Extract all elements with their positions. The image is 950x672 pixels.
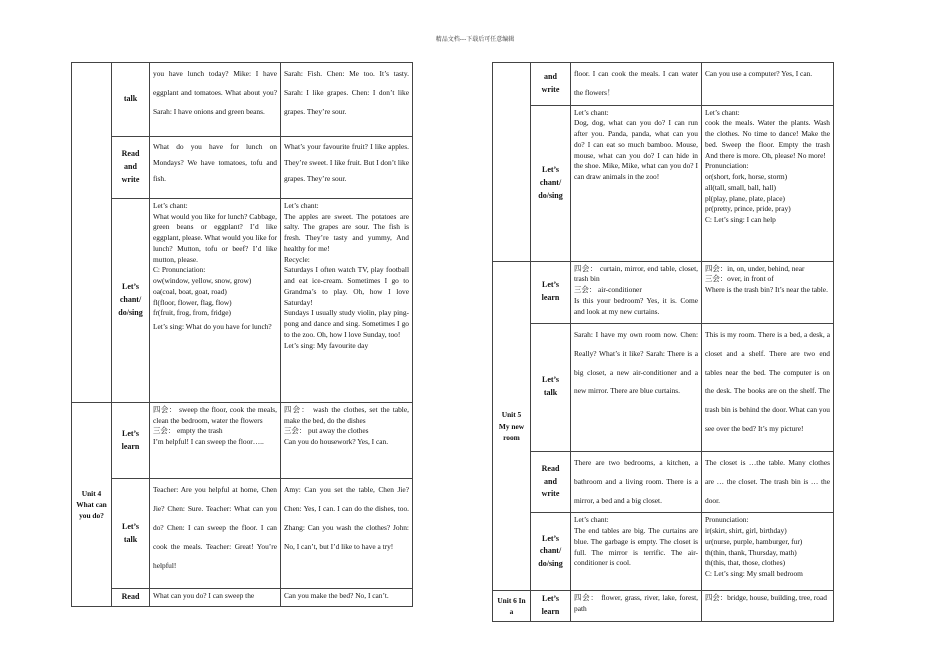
type-cell: Let’s learn <box>531 261 571 323</box>
table-row <box>72 403 413 479</box>
text-line: pr(pretty, prince, pride, pray) <box>705 204 791 214</box>
content-cell <box>702 513 834 591</box>
text-line: Let’s chant: <box>574 107 609 117</box>
content-cell: Sarah: I have my own room now. Chen: Really? What’s it like? Sarah: There is a big closet, a new air-conditioner and a new mirror. There are blue curtains. <box>571 323 702 451</box>
content-cell: Teacher: Are you helpful at home, Chen Jie? Chen: Sure. Teacher: What can you do? Chen: I can sweep the floor. I can cook the meals. Teacher: Great! You’re helpful! <box>150 479 281 589</box>
text-line: What would you like for lunch? Cabbage, green beans or eggplant? I’d like eggplant, please. What would you like for lunch? Mutton, tofu or beef? I’d like mutton, please. <box>153 211 277 264</box>
page-header: 精品文档---下载后可任意编辑 <box>435 36 515 43</box>
left-table <box>71 62 413 607</box>
text-line: pl(play, plane, plate, place) <box>705 193 785 203</box>
text-line: all(tall, small, ball, hall) <box>705 182 777 192</box>
content-cell: 四会： flower, grass, river, lake, forest, path <box>571 591 702 622</box>
table-row <box>493 591 834 622</box>
table-row <box>72 137 413 199</box>
type-cell: Let’s talk <box>531 323 571 451</box>
content-cell <box>571 105 702 261</box>
text-line: Is this your bedroom? Yes, it is. Come and look at my new curtains. <box>574 295 698 316</box>
text-line: The end tables are big. The curtains are blue. The garbage is empty. The closet is full. The mirror is terrific. The air-conditioner is cool. <box>574 526 698 568</box>
content-cell <box>281 137 413 199</box>
table-row <box>493 63 834 106</box>
content-cell: The closet is …the table. Many clothes are … the closet. The trash bin is … the door. <box>702 451 834 513</box>
type-cell: Read <box>112 589 150 607</box>
table-row <box>493 451 834 513</box>
content-cell <box>702 105 834 261</box>
text-line: or(short, fork, horse, storm) <box>705 172 788 182</box>
text-line: cook the meals. Water the plants. Wash the clothes. No time to dance! Make the bed. Sweep the floor. Empty the trash And there is more. Oh, please! No more! <box>705 118 830 160</box>
text-line: Dog, dog, what can you do? I can run after you. Panda, panda, what can you do? I can eat so much bamboo. Mouse, mouse, what can you do? I can hide in the shoe. Mike, Mike, what can you do? I can draw animals in the zoo! <box>574 118 698 182</box>
unit-cell: Unit 6 In a <box>493 591 531 622</box>
content-cell: What can you do? I can sweep the <box>150 589 281 607</box>
text-line: What’s your favourite fruit? I like apples. They’re sweet. I like fruit. But I don’t like grapes. They’re sour. <box>284 142 409 183</box>
text-line: Let’s chant: <box>574 515 609 525</box>
type-cell: Read and write <box>531 451 571 513</box>
content-cell: Amy: Can you set the table, Chen Jie? Chen: Yes, I can. I can do the dishes, too. Zhang: Can you wash the clothes? John: No, I can’t, but I’d like to have a try! <box>281 479 413 589</box>
content-cell: Can you use a computer? Yes, I can. <box>702 63 834 106</box>
table-row <box>493 513 834 591</box>
text-line: 四会：in, on, under, behind, near <box>705 263 805 273</box>
text-line: I’m helpful! I can sweep the floor….. <box>153 437 264 447</box>
text-line: 四会： curtain, mirror, end table, closet, trash bin <box>574 263 698 284</box>
text-line: fl(floor, flower, flag, flow) <box>153 297 232 307</box>
text-line: Let’s chant: <box>705 107 740 117</box>
content-cell: There are two bedrooms, a kitchen, a bathroom and a living room. There is a mirror, a bed and a big closet. <box>571 451 702 513</box>
text-line: ow(window, yellow, snow, grow) <box>153 276 252 286</box>
type-cell: Let’s learn <box>112 403 150 479</box>
content-cell <box>281 199 413 403</box>
unit-cell: Unit 5 My new room <box>493 261 531 591</box>
content-cell: 四会：bridge, house, building, tree, road <box>702 591 834 622</box>
text-line: ur(nurse, purple, hamburger, fur) <box>705 536 803 546</box>
content-cell: you have lunch today? Mike: I have eggplant and tomatoes. What about you? Sarah: I have onions and green beans. <box>150 63 281 137</box>
text-line: 三会：over, in front of <box>705 274 774 284</box>
content-cell <box>281 403 413 479</box>
type-cell: Let’s learn <box>531 591 571 622</box>
content-cell <box>571 513 702 591</box>
type-cell: and write <box>531 63 571 106</box>
table-row <box>493 105 834 261</box>
content-cell <box>702 261 834 323</box>
type-cell: Let’s chant/ do/sing <box>112 199 150 403</box>
text-line: th(this, that, those, clothes) <box>705 558 786 568</box>
text-line: Pronunciation: <box>705 515 749 525</box>
content-cell: What do you have for lunch on Mondays? We have tomatoes, tofu and fish. <box>150 137 281 199</box>
table-row <box>72 479 413 589</box>
right-table <box>492 62 834 622</box>
table-row <box>72 63 413 137</box>
table-row <box>72 589 413 607</box>
type-cell: Let’s talk <box>112 479 150 589</box>
text-line: Let’s chant: <box>153 201 188 210</box>
text-line: Sundays I usually study violin, play ping-pong and dance and sing. Sometimes I go to the zoo. Oh, how I love Sunday, too! <box>284 308 409 339</box>
text-line: ir(skirt, shirt, girl, birthday) <box>705 526 787 536</box>
unit-cell: Unit 4 What can you do? <box>72 403 112 607</box>
text-line: 四会： sweep the floor, cook the meals, clean the bedroom, water the flowers <box>153 405 277 425</box>
text-line: Let’s sing: What do you have for lunch? <box>153 322 272 332</box>
text-line: C: Let’s sing: My small bedroom <box>705 569 803 579</box>
type-cell: Read and write <box>112 137 150 199</box>
content-cell <box>571 261 702 323</box>
text-line: oa(coal, boat, goat, road) <box>153 286 227 296</box>
text-line: C: Pronunciation: <box>153 265 206 275</box>
text-line: Recycle: <box>284 254 310 264</box>
content-cell: This is my room. There is a bed, a desk, a closet and a shelf. There are two end tables near the bed. The computer is on the desk. The books are on the shelf. The trash bin is behind the door. What can you see over the bed? It’s my picture! <box>702 323 834 451</box>
text-line: C: Let’s sing: I can help <box>705 215 776 225</box>
text-line: Where is the trash bin? It’s near the table. <box>705 285 828 295</box>
text-line: 四会： wash the clothes, set the table, make the bed, do the dishes <box>284 405 409 425</box>
text-line: Let’s sing: My favourite day <box>284 340 369 350</box>
unit-cell <box>493 63 531 262</box>
content-cell <box>150 403 281 479</box>
content-cell: floor. I can cook the meals. I can water the flowers！ <box>571 63 702 106</box>
type-cell: Let’s chant/ do/sing <box>531 105 571 261</box>
text-line: Let’s chant: <box>284 201 319 210</box>
table-row <box>493 323 834 451</box>
type-cell: talk <box>112 63 150 137</box>
text-line: fr(fruit, frog, from, fridge) <box>153 308 231 318</box>
text-line: Saturdays I often watch TV, play football and eat ice-cream. Sometimes I go to Grandma’s to play. Oh, how I love Saturday! <box>284 265 409 307</box>
text-line: 三会： air-conditioner <box>574 285 642 295</box>
type-cell: Let’s chant/ do/sing <box>531 513 571 591</box>
text-line: 三会： empty the trash <box>153 426 223 436</box>
text-line: Pronunciation: <box>705 161 749 171</box>
content-cell <box>150 199 281 403</box>
table-row <box>493 261 834 323</box>
table-row <box>72 199 413 403</box>
unit-cell <box>72 63 112 403</box>
content-cell: Sarah: Fish. Chen: Me too. It’s tasty. Sarah: I like grapes. Chen: I don’t like grapes. They’re sour. <box>281 63 413 137</box>
text-line: 三会： put away the clothes <box>284 426 369 436</box>
content-cell: Can you make the bed? No, I can’t. <box>281 589 413 607</box>
text-line: The apples are sweet. The potatoes are salty. The grapes are sour. The fish is fresh. They’re tasty and yummy, And healthy for me! <box>284 211 409 253</box>
text-line: th(thin, thank, Thursday, math) <box>705 547 797 557</box>
text-line: Can you do housework? Yes, I can. <box>284 437 389 447</box>
